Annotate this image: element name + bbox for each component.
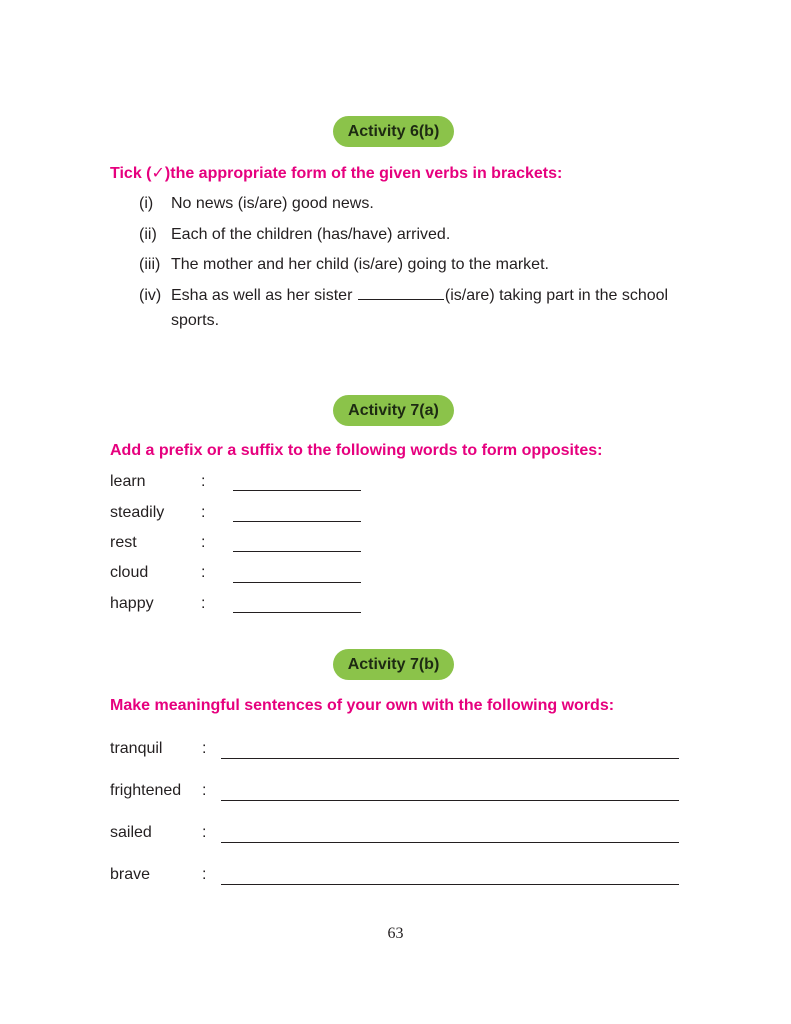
word-label: rest <box>110 534 137 551</box>
activity-7a-badge <box>333 395 454 426</box>
activity-7a-instruction: Add a prefix or a suffix to the following words to form opposites: <box>110 442 603 459</box>
sentence-continuation: sports. <box>171 312 220 329</box>
sentence-part: (is/are) taking part in the school <box>444 287 669 304</box>
page-number: 63 <box>387 925 404 942</box>
word-label: happy <box>110 595 154 612</box>
colon: : <box>202 824 207 841</box>
sentence-item <box>171 284 668 308</box>
colon: : <box>201 564 206 581</box>
sentence-line[interactable] <box>221 884 679 885</box>
colon: : <box>201 595 206 612</box>
sentence-part: Esha as well as her sister <box>171 287 353 304</box>
colon: : <box>202 866 207 883</box>
word-label: brave <box>110 866 151 883</box>
instruction-prefix: Tick ( <box>110 165 152 182</box>
sentence-item: Each of the children (has/have) arrived. <box>171 226 451 243</box>
colon: : <box>202 740 207 757</box>
activity-7b-instruction: Make meaningful sentences of your own with the following words: <box>110 697 615 714</box>
item-number: (i) <box>139 195 154 212</box>
word-label: learn <box>110 473 146 490</box>
answer-blank[interactable] <box>233 521 361 522</box>
answer-blank[interactable] <box>233 612 361 613</box>
activity-7b-badge <box>333 649 454 680</box>
word-label: frightened <box>110 782 182 799</box>
activity-6b-badge <box>333 116 454 147</box>
sentence-item: No news (is/are) good news. <box>171 195 374 212</box>
sentence-item: The mother and her child (is/are) going to the market. <box>171 256 549 273</box>
word-label: tranquil <box>110 740 163 757</box>
tick-icon: ✓ <box>151 165 165 182</box>
activity-6b-instruction <box>110 163 562 183</box>
answer-blank[interactable] <box>233 551 361 552</box>
item-number: (iii) <box>139 256 161 273</box>
word-label: steadily <box>110 504 165 521</box>
sentence-line[interactable] <box>221 800 679 801</box>
activity-7a-label: Activity 7(a) <box>348 401 439 419</box>
sentence-line[interactable] <box>221 758 679 759</box>
item-number: (ii) <box>139 226 157 243</box>
colon: : <box>201 504 206 521</box>
colon: : <box>201 473 206 490</box>
colon: : <box>202 782 207 799</box>
instruction-suffix: )the appropriate form of the given verbs in brackets: <box>164 165 563 182</box>
item-number: (iv) <box>139 287 162 304</box>
word-label: cloud <box>110 564 149 581</box>
answer-blank[interactable] <box>233 490 361 491</box>
sentence-line[interactable] <box>221 842 679 843</box>
activity-7b-label: Activity 7(b) <box>347 655 440 673</box>
colon: : <box>201 534 206 551</box>
word-label: sailed <box>110 824 152 841</box>
answer-blank[interactable] <box>233 582 361 583</box>
fill-blank[interactable] <box>358 299 444 300</box>
activity-6b-label: Activity 6(b) <box>347 122 440 140</box>
